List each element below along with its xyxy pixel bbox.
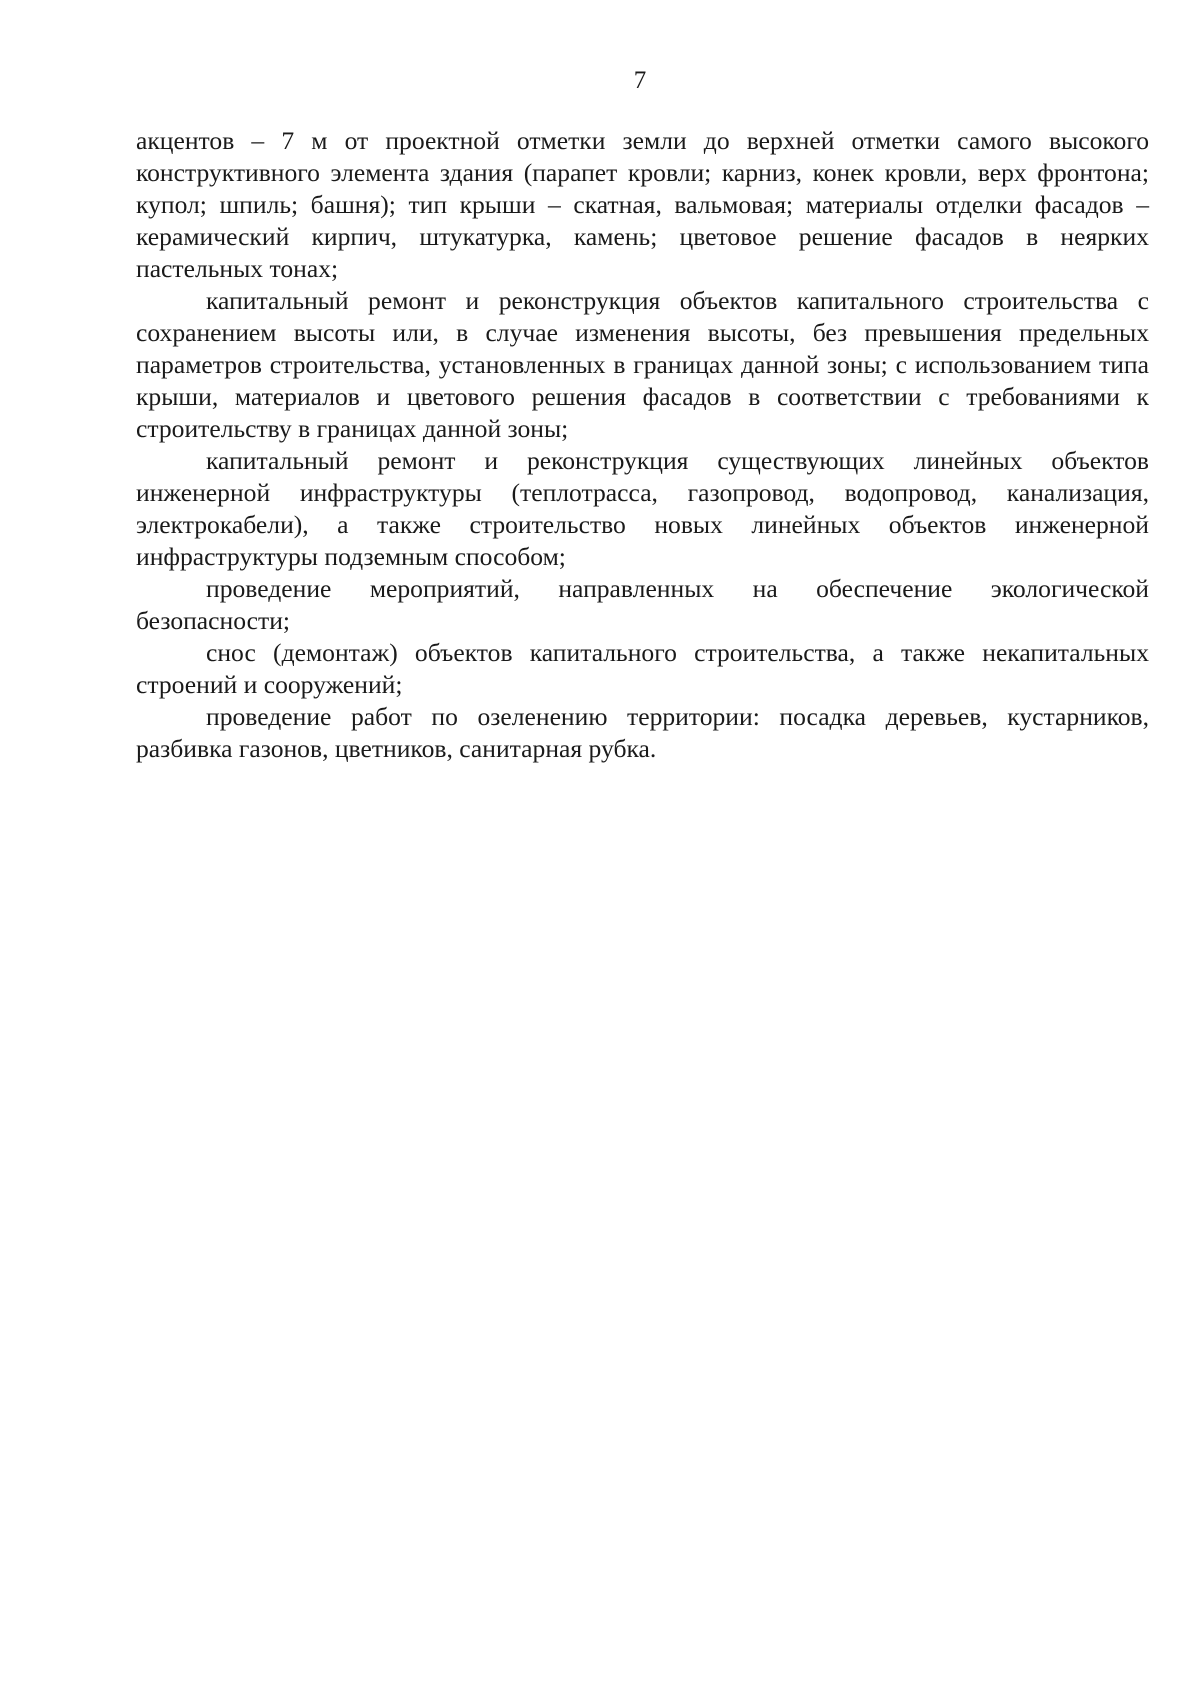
document-body: [136, 125, 1149, 765]
page-number: 7: [633, 67, 647, 94]
paragraph-ecological-safety: проведение мероприятий, направленных на обеспечение экологической безопасности;: [136, 574, 1149, 635]
paragraph-continuation: акцентов – 7 м от проектной отметки земли до верхней отметки самого высокого конструктивного элемента здания (парапет кровли; карниз, конек кровли, верх фронтона; купол; шпиль; башня); тип крыши – скатная, вальмовая; материалы отделки фасадов – керамический кирпич, штукатурка, камень; цветовое решение фасадов в неярких пастельных тонах;: [136, 126, 1149, 283]
paragraph-landscaping: проведение работ по озеленению территории: посадка деревьев, кустарников, разбивка газонов, цветников, санитарная рубка.: [136, 702, 1149, 763]
paragraph-demolition: снос (демонтаж) объектов капитального строительства, а также некапитальных строений и сооружений;: [136, 638, 1149, 699]
paragraph-capital-repair-buildings: капитальный ремонт и реконструкция объектов капитального строительства с сохранением высоты или, в случае изменения высоты, без превышения предельных параметров строительства, установленных в границах данной зоны; с использованием типа крыши, материалов и цветового решения фасадов в соответствии с требованиями к строительству в границах данной зоны;: [136, 286, 1149, 443]
paragraph-capital-repair-linear-objects: капитальный ремонт и реконструкция существующих линейных объектов инженерной инфраструктуры (теплотрасса, газопровод, водопровод, канализация, электрокабели), а также строительство новых линейных объектов инженерной инфраструктуры подземным способом;: [136, 446, 1149, 571]
